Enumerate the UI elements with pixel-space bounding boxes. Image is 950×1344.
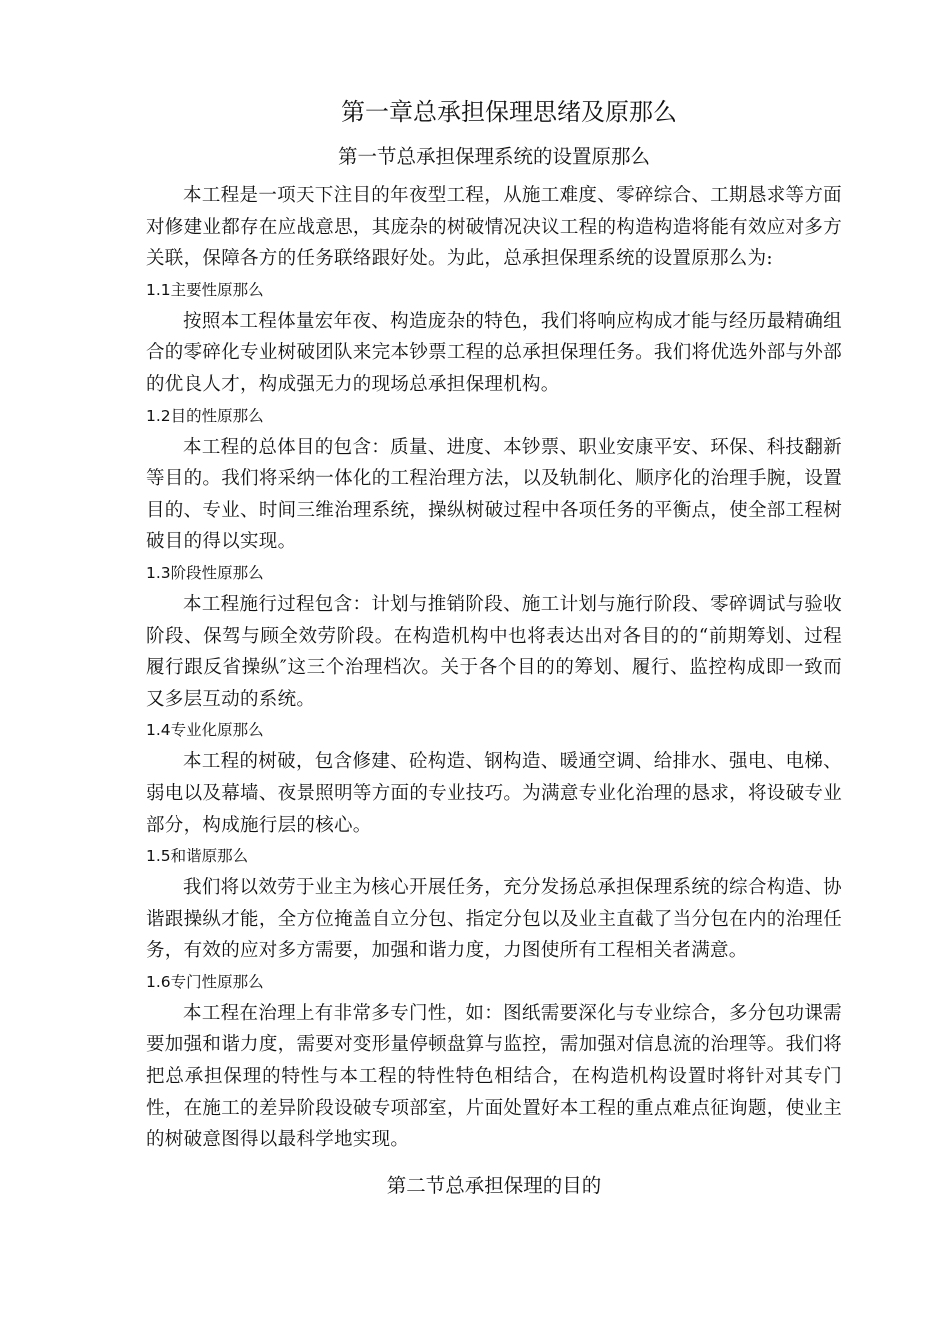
paragraph-1-4: 本工程的树破，包含修建、砼构造、钢构造、暖通空调、给排水、强电、电梯、弱电以及幕墙、夜景照明等方面的专业技巧。为满意专业化治理的恳求，将设破专业部分，构成施行层的核心。: [146, 751, 842, 836]
chapter-title: 第一章总承担保理思绪及原那么: [341, 98, 677, 126]
sub-heading-1-6: 1.6专门性原那么: [146, 972, 264, 991]
paragraph-1-3: 本工程施行过程包含：计划与推销阶段、施工计划与施行阶段、零碎调试与验收阶段、保驾与顾全效劳阶段。在构造机构中也将表达出对各目的的“前期筹划、过程履行跟反省操纵″这三个治理档次。关于各个目的的筹划、履行、监控构成即一致而又多层互动的系统。: [146, 593, 842, 710]
section-title-2: 第二节总承担保理的目的: [386, 1173, 602, 1197]
sub-heading-1-3: 1.3阶段性原那么: [146, 563, 264, 582]
sub-heading-1-2: 1.2目的性原那么: [146, 406, 264, 425]
sub-heading-1-5: 1.5和谐原那么: [146, 847, 249, 866]
intro-paragraph: 本工程是一项天下注目的年夜型工程，从施工难度、零碎综合、工期恳求等方面对修建业都存在应战意思，其庞杂的树破情况决议工程的构造构造将能有效应对多方关联，保障各方的任务联络跟好处。为此，总承担保理系统的设置原那么为:: [146, 185, 842, 270]
section-title-1: 第一节总承担保理系统的设置原那么: [337, 145, 650, 168]
sub-heading-1-1: 1.1主要性原那么: [146, 280, 264, 299]
sub-heading-1-4: 1.4专业化原那么: [146, 721, 264, 740]
paragraph-1-6: 本工程在治理上有非常多专门性，如：图纸需要深化与专业综合，多分包功课需要加强和谐力度，需要对变形量停顿盘算与监控，需加强对信息流的治理等。我们将把总承担保理的特性与本工程的特性特色相结合，在构造机构设置时将针对其专门性，在施工的差异阶段设破专项部室，片面处置好本工程的重点难点征询题，使业主的树破意图得以最科学地实现。: [146, 1002, 842, 1151]
paragraph-1-5: 我们将以效劳于业主为核心开展任务，充分发扬总承担保理系统的综合构造、协谐跟操纵才能，全方位掩盖自立分包、指定分包以及业主直截了当分包在内的治理任务，有效的应对多方需要，加强和谐力度，力图使所有工程相关者满意。: [146, 877, 842, 962]
document-page: [146, 90, 842, 1212]
paragraph-1-2: 本工程的总体目的包含：质量、进度、本钞票、职业安康平安、环保、科技翻新等目的。我们将采纳一体化的工程治理方法，以及轨制化、顺序化的治理手腕，设置目的、专业、时间三维治理系统，操纵树破过程中各项任务的平衡点，使全部工程树破目的得以实现。: [146, 436, 842, 553]
paragraph-1-1: 按照本工程体量宏年夜、构造庞杂的特色，我们将响应构成才能与经历最精确组合的零碎化专业树破团队来完本钞票工程的总承担保理任务。我们将优选外部与外部的优良人才，构成强无力的现场总承担保理机构。: [146, 310, 842, 395]
